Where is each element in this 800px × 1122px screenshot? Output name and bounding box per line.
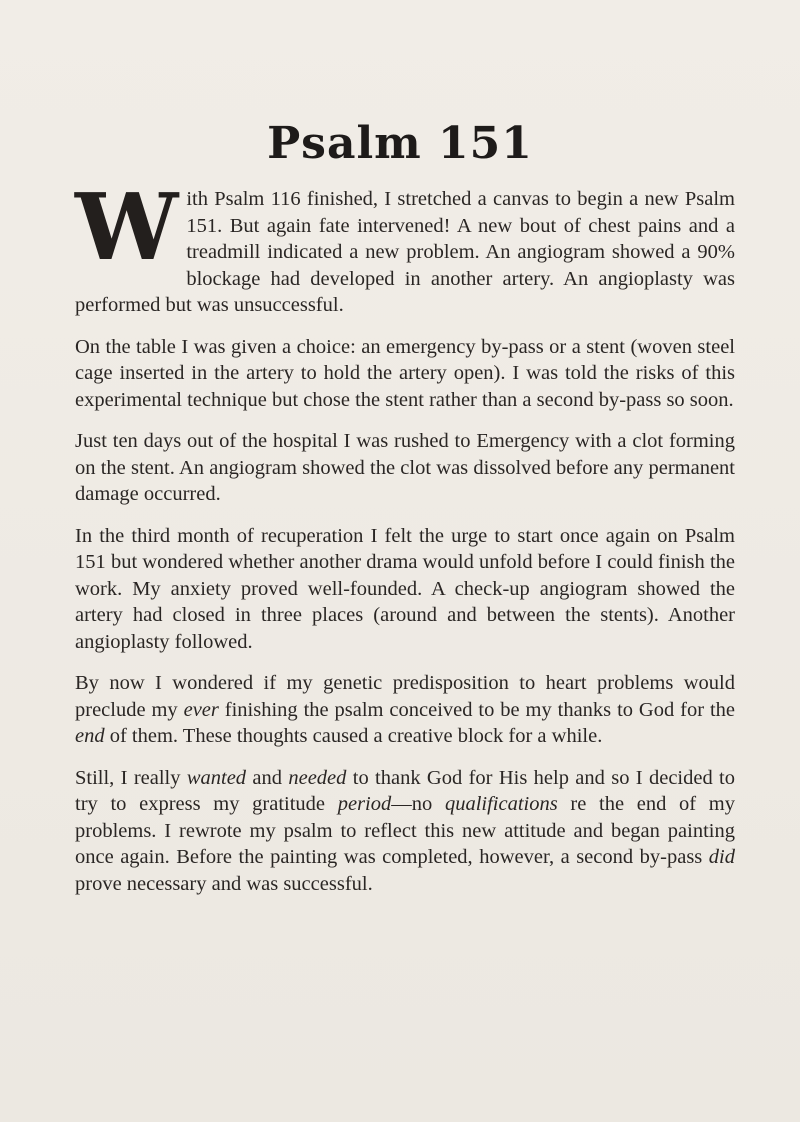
paragraph-1 — [75, 173, 735, 319]
paragraph-5 — [75, 670, 735, 750]
emphasis-did: did — [708, 846, 735, 868]
emphasis-qualifications: qualifications — [444, 793, 558, 815]
paragraph-6-part: Still, I really — [75, 766, 187, 789]
paragraph-4 — [75, 523, 735, 656]
paragraph-6-part: re the end of my problems. I rewrote my psalm to reflect this new attitude and began painting once again. Before the painting was completed, however, a second by-pass — [75, 793, 736, 868]
paragraph-4-text: In the third month of recuperation I felt the urge to start once again on Psalm 151 but wondered whether another drama would unfold before I could finish the work. My anxiety proved well-founded. A check-up angiogram showed the artery had closed in three places (around and between the stents). Another angioplasty followed. — [75, 524, 735, 653]
paragraph-3 — [75, 428, 735, 508]
paragraph-6-part: prove necessary and was successful. — [75, 872, 373, 895]
paragraph-5-part: finishing the psalm conceived to be my thanks to God for the — [218, 698, 735, 721]
drop-cap: W — [75, 173, 179, 281]
paragraph-5-part: of them. These thoughts caused a creative block for a while. — [104, 725, 603, 747]
paragraph-6-part: and — [246, 766, 289, 789]
paragraph-3-text: Just ten days out of the hospital I was rushed to Emergency with a clot forming on the stent. An angiogram showed the clot was dissolved before any permanent damage occurred. — [75, 430, 735, 505]
emphasis-wanted: wanted — [186, 766, 247, 789]
paragraph-6 — [75, 765, 735, 898]
paragraph-2-text: On the table I was given a choice: an emergency by-pass or a stent (woven steel cage inserted in the artery to hold the artery open). I was told the risks of this experimental technique but chose the stent rather than a second by-pass so soon. — [75, 335, 735, 411]
paragraph-6-part: —no — [391, 793, 445, 815]
body-text — [75, 173, 736, 912]
emphasis-needed: needed — [288, 766, 347, 789]
paragraph-6-part: to thank God for His help and so I decided to try to express my gratitude — [75, 766, 735, 815]
paragraph-5-part: By now I wondered if my genetic predisposition to heart problems would preclude my — [75, 672, 735, 721]
emphasis-end: end — [75, 725, 105, 747]
page-title: Psalm 151 — [267, 118, 533, 169]
emphasis-ever: ever — [183, 698, 219, 721]
emphasis-period: period — [337, 793, 392, 815]
paragraph-1-text: ith Psalm 116 finished, I stretched a canvas to begin a new Psalm 151. But again fate intervened! A new bout of chest pains and a treadmill indicated a new problem. An angiogram showed a 90% blockage had developed in another artery. An angioplasty was performed but was unsuccessful. — [75, 188, 735, 316]
paragraph-2 — [75, 334, 735, 414]
